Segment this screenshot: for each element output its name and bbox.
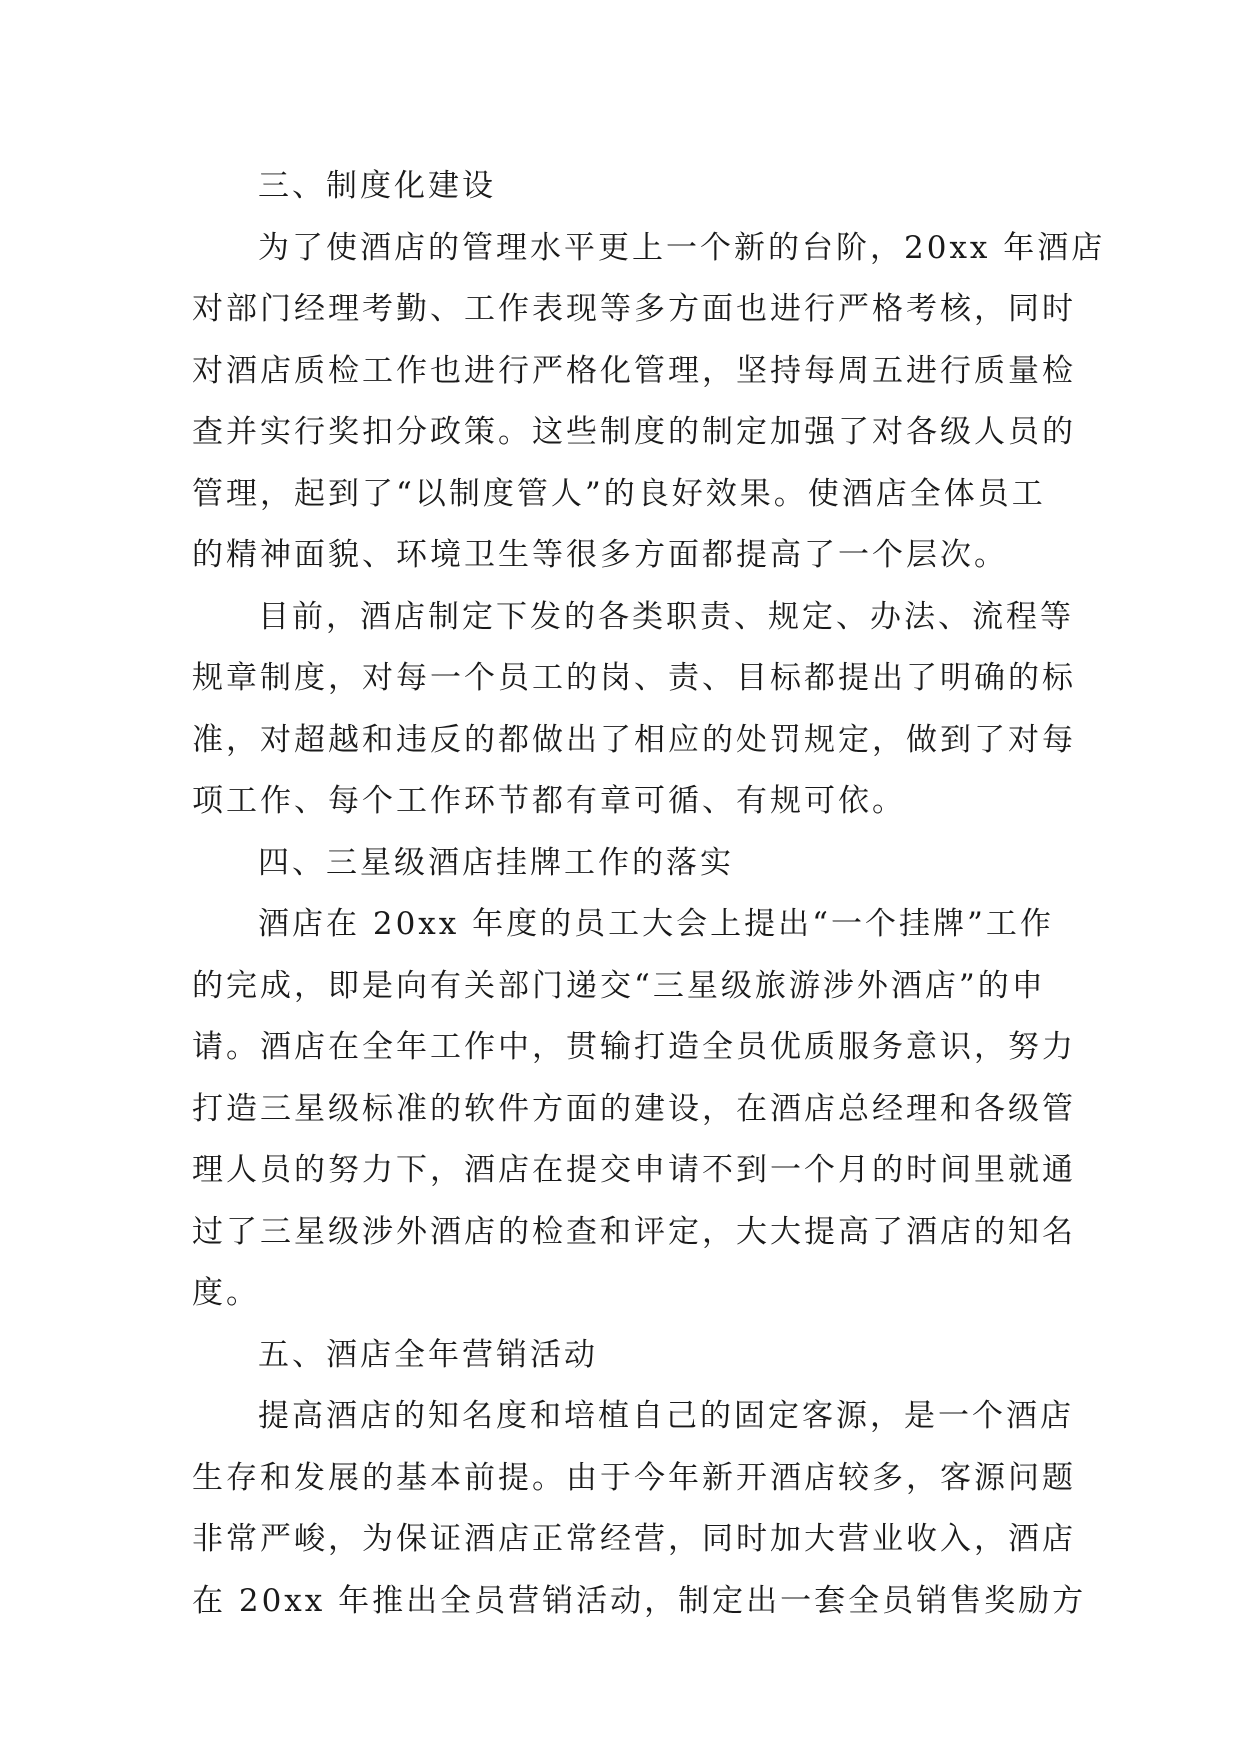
text-line: 理人员的努力下，酒店在提交申请不到一个月的时间里就通 bbox=[192, 1152, 1076, 1188]
text-line: 对部门经理考勤、工作表现等多方面也进行严格考核，同时 bbox=[192, 291, 1076, 327]
text-line: 的完成，即是向有关部门递交“三星级旅游涉外酒店”的申 bbox=[192, 967, 1046, 1004]
text-line: 项工作、每个工作环节都有章可循、有规可依。 bbox=[192, 783, 906, 819]
text-line: 请。酒店在全年工作中，贯输打造全员优质服务意识，努力 bbox=[192, 1029, 1076, 1065]
paragraph-first-line: 目前，酒店制定下发的各类职责、规定、办法、流程等 bbox=[258, 598, 1074, 635]
paragraph-first-line: 五、酒店全年营销活动 bbox=[258, 1336, 598, 1373]
text-line: 准，对超越和违反的都做出了相应的处罚规定，做到了对每 bbox=[192, 721, 1076, 758]
text-line: 度。 bbox=[192, 1275, 260, 1311]
text-line: 过了三星级涉外酒店的检查和评定，大大提高了酒店的知名 bbox=[192, 1213, 1076, 1250]
text-line: 管理，起到了“以制度管人”的良好效果。使酒店全体员工 bbox=[192, 475, 1046, 512]
text-line: 的精神面貌、环境卫生等很多方面都提高了一个层次。 bbox=[192, 537, 1008, 573]
text-line: 非常严峻，为保证酒店正常经营，同时加大营业收入，酒店 bbox=[192, 1521, 1076, 1557]
text-line: 规章制度，对每一个员工的岗、责、目标都提出了明确的标 bbox=[192, 660, 1076, 696]
paragraph-first-line: 酒店在 20xx 年度的员工大会上提出“一个挂牌”工作 bbox=[258, 906, 1054, 942]
paragraph-first-line: 提高酒店的知名度和培植自己的固定客源，是一个酒店 bbox=[258, 1398, 1074, 1434]
document-body bbox=[192, 156, 1106, 1632]
text-line: 在 20xx 年推出全员营销活动，制定出一套全员销售奖励方 bbox=[192, 1582, 1087, 1619]
text-line: 打造三星级标准的软件方面的建设，在酒店总经理和各级管 bbox=[192, 1090, 1076, 1127]
paragraph-first-line: 为了使酒店的管理水平更上一个新的台阶，20xx 年酒店 bbox=[258, 229, 1106, 266]
text-line: 查并实行奖扣分政策。这些制度的制定加强了对各级人员的 bbox=[192, 414, 1076, 450]
text-line: 对酒店质检工作也进行严格化管理，坚持每周五进行质量检 bbox=[192, 352, 1076, 389]
paragraph-first-line: 四、三星级酒店挂牌工作的落实 bbox=[258, 844, 734, 881]
paragraph-first-line: 三、制度化建设 bbox=[258, 168, 496, 204]
text-line: 生存和发展的基本前提。由于今年新开酒店较多，客源问题 bbox=[192, 1459, 1076, 1496]
